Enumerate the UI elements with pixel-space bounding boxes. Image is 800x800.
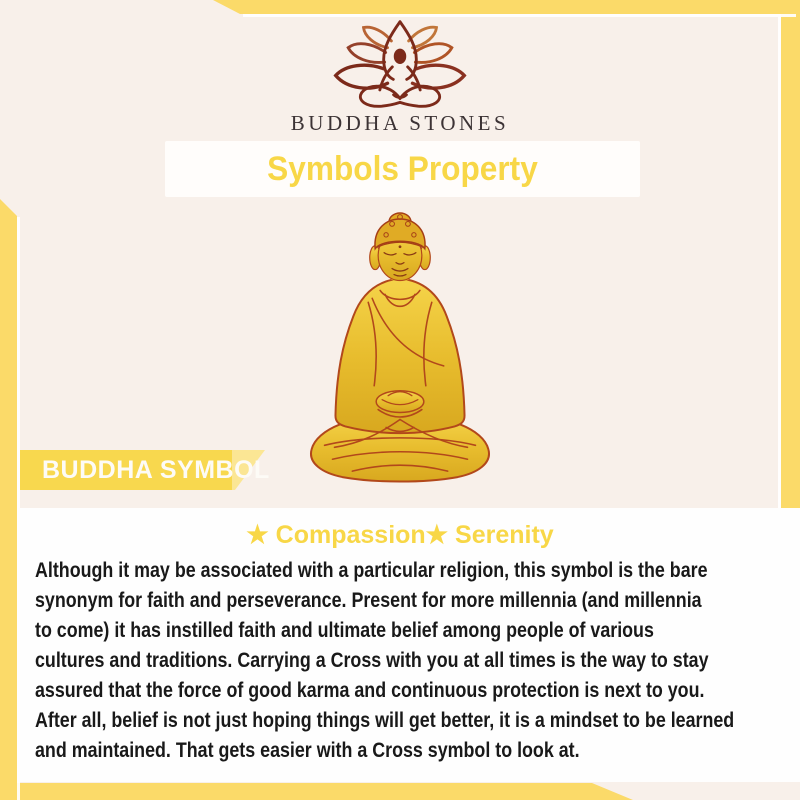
- brand-name: BUDDHA STONES: [290, 111, 510, 135]
- description-line: synonym for faith and perseverance. Present for more millennia (and millennia: [35, 589, 702, 612]
- properties-heading: ★ Compassion★ Serenity: [246, 521, 554, 549]
- description-line: and maintained. That gets easier with a Cross symbol to look at.: [35, 739, 580, 762]
- title-box: [165, 141, 640, 197]
- buddha-statue-image: [288, 211, 512, 489]
- left-accent-stripe: [0, 199, 17, 800]
- badge-label: BUDDHA SYMBOL: [42, 456, 270, 484]
- description-line: to come) it has instilled faith and ultimate belief among people of various: [35, 619, 654, 642]
- bottom-accent-bar: [0, 783, 633, 800]
- description-line: Although it may be associated with a particular religion, this symbol is the bare: [35, 559, 708, 582]
- lotus-logo-icon: [305, 16, 495, 112]
- top-accent-bar: [213, 0, 800, 14]
- right-stripe-separator-line: [778, 17, 781, 555]
- description-paragraph: [35, 556, 800, 766]
- description-line: assured that the force of good karma and continuous protection is next to you.: [35, 679, 705, 702]
- description-line: After all, belief is not just hoping things will get better, it is a mindset to be learned: [35, 709, 735, 732]
- page-title: Symbols Property: [267, 149, 538, 188]
- description-line: cultures and traditions. Carrying a Cross with you at all times is the way to stay: [35, 649, 709, 672]
